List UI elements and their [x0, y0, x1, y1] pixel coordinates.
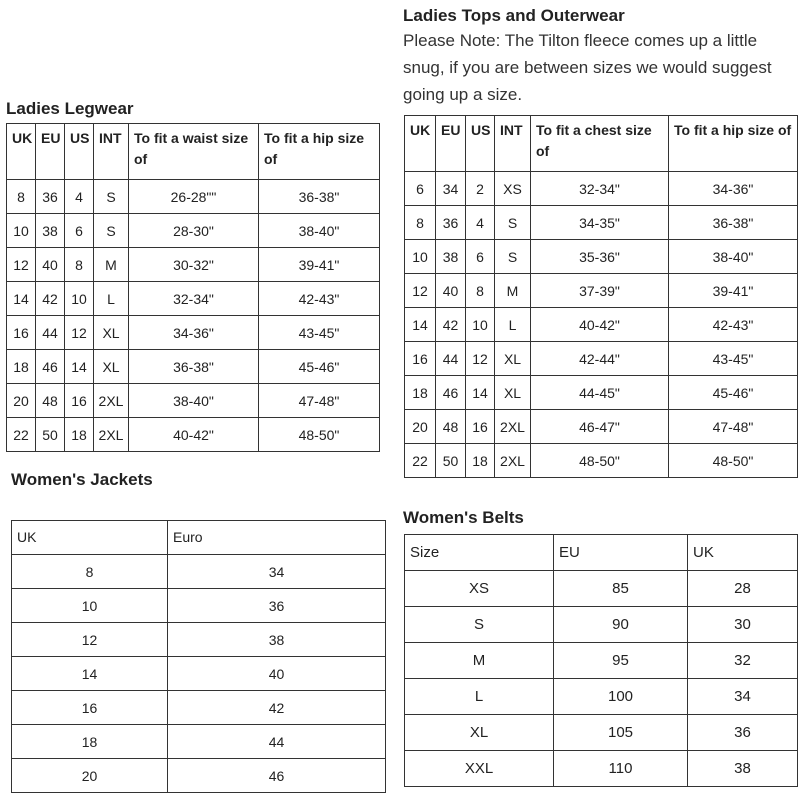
table-cell: 46-47"	[531, 410, 669, 444]
table-row	[405, 715, 798, 751]
table-row	[405, 444, 798, 478]
table-cell: 20	[12, 759, 168, 793]
legwear-header-int: INT	[94, 124, 129, 180]
legwear-header-us: US	[65, 124, 94, 180]
table-cell: 48-50"	[669, 444, 798, 478]
table-cell: M	[94, 248, 129, 282]
table-cell: 12	[7, 248, 36, 282]
table-row	[12, 589, 386, 623]
table-row	[405, 172, 798, 206]
table-row	[405, 571, 798, 607]
jackets-table	[11, 520, 386, 793]
table-cell: 45-46"	[259, 350, 380, 384]
table-cell: 16	[12, 691, 168, 725]
table-cell: 37-39"	[531, 274, 669, 308]
table-cell: 40	[168, 657, 386, 691]
table-row	[405, 308, 798, 342]
legwear-header-uk: UK	[7, 124, 36, 180]
table-cell: 40	[436, 274, 466, 308]
table-row	[405, 240, 798, 274]
table-cell: 100	[554, 679, 688, 715]
table-cell: 39-41"	[669, 274, 798, 308]
table-cell: 8	[7, 180, 36, 214]
table-row	[7, 214, 380, 248]
table-cell: S	[495, 206, 531, 240]
table-cell: 12	[65, 316, 94, 350]
table-cell: 48	[436, 410, 466, 444]
table-row	[12, 725, 386, 759]
table-cell: 10	[405, 240, 436, 274]
table-cell: 10	[466, 308, 495, 342]
table-cell: 18	[7, 350, 36, 384]
table-cell: 48	[36, 384, 65, 418]
table-cell: 105	[554, 715, 688, 751]
table-cell: S	[405, 607, 554, 643]
table-row	[12, 555, 386, 589]
belts-header-eu: EU	[554, 535, 688, 571]
table-cell: S	[94, 180, 129, 214]
jackets-section	[11, 470, 153, 490]
tops-header-us: US	[466, 116, 495, 172]
table-cell: 45-46"	[669, 376, 798, 410]
table-cell: L	[405, 679, 554, 715]
table-cell: 47-48"	[259, 384, 380, 418]
table-cell: XXL	[405, 751, 554, 787]
tops-title: Ladies Tops and Outerwear	[403, 6, 625, 25]
table-cell: L	[495, 308, 531, 342]
table-cell: 38-40"	[259, 214, 380, 248]
legwear-header-waist: To fit a waist size of	[129, 124, 259, 180]
table-cell: 36-38"	[129, 350, 259, 384]
table-cell: 42	[36, 282, 65, 316]
table-cell: XL	[495, 376, 531, 410]
table-cell: 38	[36, 214, 65, 248]
table-row	[405, 643, 798, 679]
table-cell: XS	[405, 571, 554, 607]
table-cell: 20	[405, 410, 436, 444]
table-cell: 18	[12, 725, 168, 759]
table-cell: 44	[436, 342, 466, 376]
legwear-header-eu: EU	[36, 124, 65, 180]
table-cell: 35-36"	[531, 240, 669, 274]
table-cell: 34	[436, 172, 466, 206]
table-cell: 2XL	[495, 444, 531, 478]
table-row	[405, 342, 798, 376]
table-row	[7, 180, 380, 214]
table-cell: 14	[466, 376, 495, 410]
table-cell: S	[495, 240, 531, 274]
table-cell: 34-35"	[531, 206, 669, 240]
table-cell: 10	[12, 589, 168, 623]
table-cell: 16	[7, 316, 36, 350]
table-cell: 50	[436, 444, 466, 478]
table-cell: 18	[405, 376, 436, 410]
table-cell: XL	[405, 715, 554, 751]
belts-header-row	[405, 535, 798, 571]
table-cell: 36	[436, 206, 466, 240]
table-cell: 30-32"	[129, 248, 259, 282]
table-cell: 42-43"	[259, 282, 380, 316]
table-row	[7, 384, 380, 418]
jackets-header-uk: UK	[12, 521, 168, 555]
table-row	[7, 316, 380, 350]
table-row	[7, 282, 380, 316]
table-row	[405, 751, 798, 787]
table-row	[12, 691, 386, 725]
table-cell: 4	[65, 180, 94, 214]
legwear-title: Ladies Legwear	[6, 99, 134, 118]
table-cell: 16	[405, 342, 436, 376]
table-row	[405, 410, 798, 444]
table-cell: 26-28""	[129, 180, 259, 214]
table-cell: 44-45"	[531, 376, 669, 410]
table-cell: 32	[688, 643, 798, 679]
tops-header-int: INT	[495, 116, 531, 172]
table-cell: 12	[466, 342, 495, 376]
table-cell: 90	[554, 607, 688, 643]
table-row	[405, 274, 798, 308]
table-cell: 34	[688, 679, 798, 715]
table-cell: 38-40"	[129, 384, 259, 418]
tops-header-row	[405, 116, 798, 172]
table-cell: 38	[436, 240, 466, 274]
table-cell: 36-38"	[669, 206, 798, 240]
table-cell: XS	[495, 172, 531, 206]
table-cell: 18	[65, 418, 94, 452]
table-cell: 14	[7, 282, 36, 316]
table-cell: 14	[12, 657, 168, 691]
jackets-header-row	[12, 521, 386, 555]
table-cell: 2XL	[94, 418, 129, 452]
table-row	[405, 206, 798, 240]
table-cell: M	[495, 274, 531, 308]
table-cell: 85	[554, 571, 688, 607]
table-cell: 36-38"	[259, 180, 380, 214]
table-cell: 40-42"	[129, 418, 259, 452]
table-row	[405, 376, 798, 410]
table-cell: 16	[466, 410, 495, 444]
legwear-header-row	[7, 124, 380, 180]
table-cell: 2XL	[495, 410, 531, 444]
table-cell: L	[94, 282, 129, 316]
table-cell: 43-45"	[259, 316, 380, 350]
table-cell: 12	[12, 623, 168, 657]
legwear-table	[6, 123, 380, 452]
table-cell: 38-40"	[669, 240, 798, 274]
table-cell: 20	[7, 384, 36, 418]
table-cell: 4	[466, 206, 495, 240]
table-cell: XL	[94, 350, 129, 384]
table-cell: 6	[405, 172, 436, 206]
table-cell: 48-50"	[531, 444, 669, 478]
table-cell: 22	[405, 444, 436, 478]
table-row	[405, 679, 798, 715]
jackets-header-euro: Euro	[168, 521, 386, 555]
table-cell: 39-41"	[259, 248, 380, 282]
tops-section	[403, 6, 798, 108]
table-cell: 10	[65, 282, 94, 316]
table-cell: 34-36"	[129, 316, 259, 350]
tops-note: Please Note: The Tilton fleece comes up a little snug, if you are between sizes we would suggest going up a size.	[403, 31, 772, 104]
table-cell: 8	[65, 248, 94, 282]
table-cell: S	[94, 214, 129, 248]
table-cell: 46	[436, 376, 466, 410]
table-cell: 10	[7, 214, 36, 248]
table-cell: 42-43"	[669, 308, 798, 342]
tops-header-hip: To fit a hip size of	[669, 116, 798, 172]
table-cell: 42-44"	[531, 342, 669, 376]
table-cell: XL	[94, 316, 129, 350]
table-cell: M	[405, 643, 554, 679]
table-row	[12, 623, 386, 657]
legwear-header-hip: To fit a hip size of	[259, 124, 380, 180]
table-cell: 14	[65, 350, 94, 384]
table-cell: 46	[168, 759, 386, 793]
table-cell: 110	[554, 751, 688, 787]
table-cell: 50	[36, 418, 65, 452]
table-cell: 8	[466, 274, 495, 308]
table-cell: 32-34"	[129, 282, 259, 316]
table-cell: 95	[554, 643, 688, 679]
table-cell: 32-34"	[531, 172, 669, 206]
belts-table	[404, 534, 798, 787]
belts-title: Women's Belts	[403, 508, 524, 527]
tops-header-chest: To fit a chest size of	[531, 116, 669, 172]
table-cell: 36	[168, 589, 386, 623]
table-cell: 42	[168, 691, 386, 725]
table-row	[12, 759, 386, 793]
table-cell: 48-50"	[259, 418, 380, 452]
table-cell: 28-30"	[129, 214, 259, 248]
belts-header-uk: UK	[688, 535, 798, 571]
table-cell: 44	[36, 316, 65, 350]
table-cell: 40	[36, 248, 65, 282]
table-cell: 6	[65, 214, 94, 248]
table-cell: 43-45"	[669, 342, 798, 376]
table-cell: 34	[168, 555, 386, 589]
table-cell: 8	[12, 555, 168, 589]
table-row	[7, 248, 380, 282]
table-cell: 46	[36, 350, 65, 384]
table-cell: 40-42"	[531, 308, 669, 342]
table-row	[7, 418, 380, 452]
table-cell: 18	[466, 444, 495, 478]
tops-header-uk: UK	[405, 116, 436, 172]
table-row	[405, 607, 798, 643]
table-cell: 6	[466, 240, 495, 274]
tops-table	[404, 115, 798, 478]
table-cell: 47-48"	[669, 410, 798, 444]
belts-section	[403, 508, 524, 528]
tops-header-eu: EU	[436, 116, 466, 172]
table-cell: 22	[7, 418, 36, 452]
table-row	[12, 657, 386, 691]
table-cell: 38	[688, 751, 798, 787]
table-cell: 44	[168, 725, 386, 759]
table-cell: 34-36"	[669, 172, 798, 206]
table-cell: XL	[495, 342, 531, 376]
table-cell: 8	[405, 206, 436, 240]
table-cell: 36	[36, 180, 65, 214]
table-cell: 38	[168, 623, 386, 657]
table-cell: 12	[405, 274, 436, 308]
table-cell: 2	[466, 172, 495, 206]
jackets-title: Women's Jackets	[11, 470, 153, 489]
legwear-section	[6, 99, 134, 119]
table-cell: 14	[405, 308, 436, 342]
table-cell: 16	[65, 384, 94, 418]
table-cell: 36	[688, 715, 798, 751]
table-cell: 42	[436, 308, 466, 342]
table-cell: 28	[688, 571, 798, 607]
table-cell: 30	[688, 607, 798, 643]
table-row	[7, 350, 380, 384]
belts-header-size: Size	[405, 535, 554, 571]
table-cell: 2XL	[94, 384, 129, 418]
